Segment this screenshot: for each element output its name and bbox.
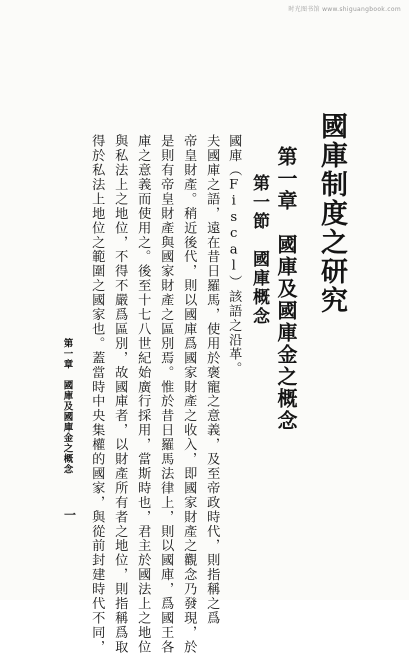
section-heading: 第一節 國庫概念: [249, 174, 269, 326]
book-title: 國庫制度之研究: [316, 112, 347, 315]
footer-chapter-label: 第一章: [61, 338, 73, 370]
page-number: 一: [64, 508, 77, 522]
body-line: 與私法上之地位，不得不嚴爲區別，故國庫者，以財產所有者之地位，則指稱爲取: [112, 134, 128, 654]
chapter-heading: 第一章 國庫及國庫金之概念: [274, 146, 298, 432]
body-line: 國庫（Fiscal）該語之沿革。: [226, 134, 242, 376]
body-line: 庫之意義而使用之。後至十七八世紀始廣行採用，當斯時也，君主於國法上之地位: [135, 134, 151, 654]
body-line: 是則有帝皇財產與國家財產之區別焉。惟於昔日羅馬法律上，則以國庫，爲國王各: [158, 134, 174, 654]
body-line: 帝皇財產。稍近後代，則以國庫爲國家財產之收入，即國家財產之觀念乃發現，於: [181, 134, 197, 654]
body-line: 得於私法上地位之範圍之國家也。蓋當時中央集權的國家，與從前封建時代不同，: [89, 134, 105, 654]
body-line: 夫國庫之語，遠在昔日羅馬，使用於褒寵之意義，及至帝政時代，則指稱之爲: [204, 134, 220, 626]
watermark: 时光图书馆 www.shiguangbook.com: [288, 6, 401, 13]
footer-chapter-title: 國庫及國庫金之概念: [61, 380, 73, 475]
